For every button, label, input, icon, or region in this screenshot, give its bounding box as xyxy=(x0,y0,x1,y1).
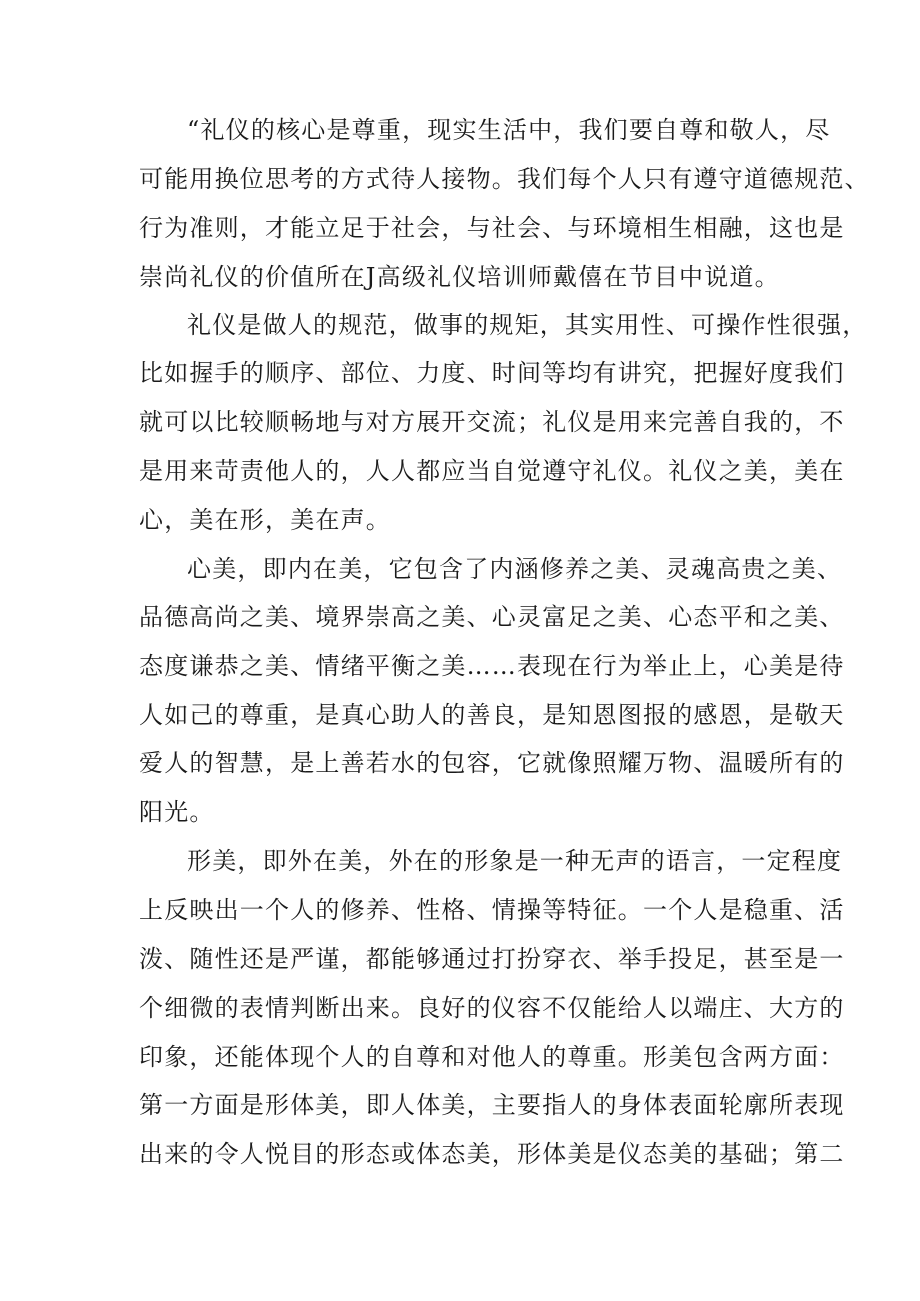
paragraph-4-line-5: 印象，还能体现个人的自尊和对他人的尊重。形美包含两方面： xyxy=(139,1043,845,1071)
paragraph-4-line-2: 上反映出一个人的修养、性格、情操等特征。一个人是稳重、活 xyxy=(139,896,845,924)
paragraph-1-line-3: 行为准则，才能立足于社会，与社会、与环境相生相融，这也是 xyxy=(139,214,845,242)
paragraph-3-line-6: 阳光。 xyxy=(139,798,215,826)
paragraph-2-line-2: 比如握手的顺序、部位、力度、时间等均有讲究，把握好度我们 xyxy=(139,359,845,387)
paragraph-2-line-5: 心，美在形，美在声。 xyxy=(139,506,391,534)
paragraph-1-line-4: 崇尚礼仪的价值所在J高级礼仪培训师戴僖在节目中说道。 xyxy=(139,263,780,291)
paragraph-3-line-1: 心美，即内在美，它包含了内涵修养之美、灵魂高贵之美、 xyxy=(187,555,843,583)
paragraph-3-line-4: 人如己的尊重，是真心助人的善良，是知恩图报的感恩，是敬天 xyxy=(139,701,845,729)
paragraph-4-line-6: 第一方面是形体美，即人体美，主要指人的身体表面轮廓所表现 xyxy=(139,1091,845,1119)
paragraph-2-line-1: 礼仪是做人的规范，做事的规矩，其实用性、可操作性很强， xyxy=(187,311,868,339)
paragraph-4-line-7: 出来的令人悦目的形态或体态美，形体美是仪态美的基础；第二 xyxy=(139,1140,845,1168)
paragraph-2-line-3: 就可以比较顺畅地与对方展开交流；礼仪是用来完善自我的，不 xyxy=(139,408,845,436)
paragraph-4-line-4: 个细微的表情判断出来。良好的仪容不仅能给人以端庄、大方的 xyxy=(139,994,845,1022)
paragraph-3-line-5: 爱人的智慧，是上善若水的包容，它就像照耀万物、温暖所有的 xyxy=(139,749,845,777)
paragraph-1-line-1: “礼仪的核心是尊重，现实生活中，我们要自尊和敬人，尽 xyxy=(187,116,831,144)
paragraph-3-line-2: 品德高尚之美、境界崇高之美、心灵富足之美、心态平和之美、 xyxy=(139,603,845,631)
paragraph-2-line-4: 是用来苛责他人的，人人都应当自觉遵守礼仪。礼仪之美，美在 xyxy=(139,457,845,485)
paragraph-4-line-3: 泼、随性还是严谨，都能够通过打扮穿衣、举手投足，甚至是一 xyxy=(139,945,845,973)
paragraph-1-line-2: 可能用换位思考的方式待人接物。我们每个人只有遵守道德规范、 xyxy=(139,165,870,193)
paragraph-4-line-1: 形美，即外在美，外在的形象是一种无声的语言，一定程度 xyxy=(187,847,843,875)
paragraph-3-line-3: 态度谦恭之美、情绪平衡之美……表现在行为举止上，心美是待 xyxy=(139,652,845,680)
